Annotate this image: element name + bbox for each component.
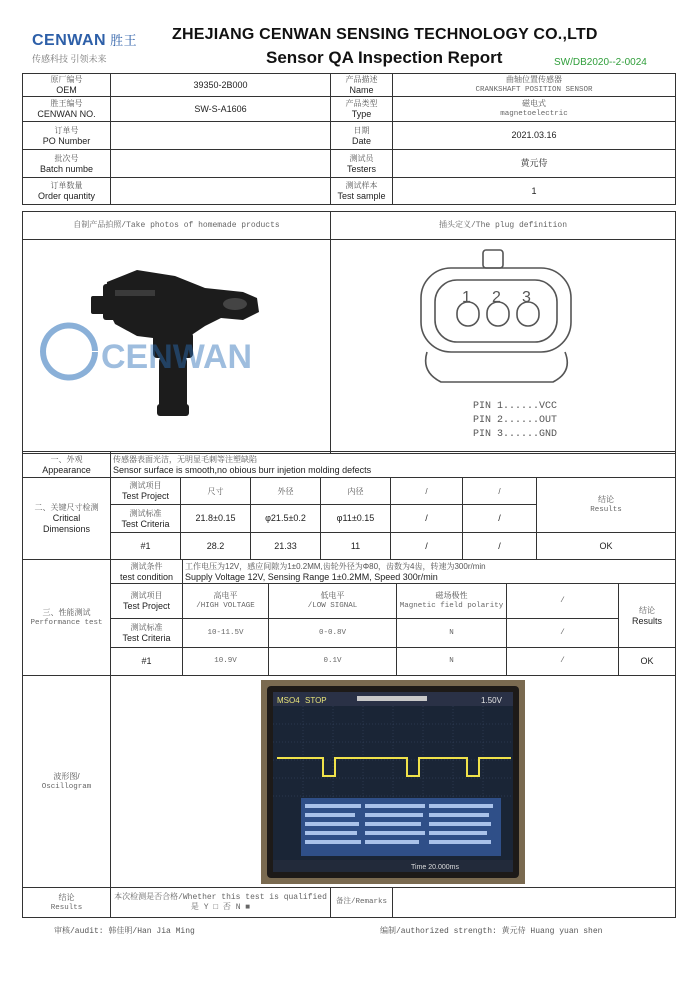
product-photo <box>23 240 331 454</box>
critical-criteria-4: / <box>391 505 463 533</box>
remarks-value <box>393 888 676 918</box>
company-logo <box>32 30 167 68</box>
date-value: 2021.03.16 <box>393 122 676 150</box>
critical-value-2: 21.33 <box>251 533 321 560</box>
report-title: Sensor QA Inspection Report <box>266 48 503 67</box>
critical-dimensions-table <box>22 477 676 560</box>
critical-criteria-3: φ11±0.15 <box>321 505 391 533</box>
critical-col-size: 尺寸 <box>181 478 251 505</box>
company-name: ZHEJIANG CENWAN SENSING TECHNOLOGY CO.,LTD <box>172 26 598 43</box>
pin-1: PIN 1......VCC <box>473 401 558 412</box>
oem-value: 39350-2B000 <box>111 74 331 97</box>
perf-value-3: N <box>397 648 507 676</box>
po-value <box>111 122 331 150</box>
perf-col-polarity: 磁场极性 Magnetic field polarity <box>397 584 507 619</box>
testers-label: 测试员 Testers <box>331 150 393 178</box>
critical-col-4: / <box>391 478 463 505</box>
plug-definition <box>331 240 676 454</box>
type-label: 产品类型 Type <box>331 97 393 122</box>
critical-label: 二、关键尺寸检测 Critical Dimensions <box>23 478 111 560</box>
oem-label: 原厂编号 OEM <box>23 74 111 97</box>
performance-results-label: 结论 Results <box>619 584 676 648</box>
pin-number-1: 1 <box>462 289 471 306</box>
critical-criteria-label: 测试标准 Test Criteria <box>111 505 181 533</box>
results-table <box>22 887 676 918</box>
perf-value-1: 10.9V <box>183 648 269 676</box>
performance-result: OK <box>619 648 676 676</box>
scope-brand-text: MSO4 <box>277 695 300 705</box>
order-quantity-label: 订单数量 Order quantity <box>23 178 111 205</box>
appearance-table <box>22 451 676 478</box>
po-label: 订单号 PO Number <box>23 122 111 150</box>
sensor-photo-image <box>25 240 331 450</box>
logo-slogan: 传感科技 引领未来 <box>32 54 107 64</box>
performance-criteria-label: 测试标准 Test Criteria <box>111 619 183 648</box>
product-photo-title: 自制产品拍照/Take photos of homemade products <box>23 212 331 240</box>
critical-project-label: 测试项目 Test Project <box>111 478 181 505</box>
cenwan-label: 胜王编号 CENWAN NO. <box>23 97 111 122</box>
perf-col-4: / <box>507 584 619 619</box>
scope-stop-text: STOP <box>305 695 327 705</box>
results-label: 结论 Results <box>23 888 111 918</box>
critical-value-5: / <box>463 533 537 560</box>
critical-criteria-2: φ21.5±0.2 <box>251 505 321 533</box>
critical-value-4: / <box>391 533 463 560</box>
critical-col-outer: 外径 <box>251 478 321 505</box>
critical-results-label: 结论 Results <box>537 478 676 533</box>
name-value: 曲轴位置传感器 CRANKSHAFT POSITION SENSOR <box>393 74 676 97</box>
test-sample-label: 测试样本 Test sample <box>331 178 393 205</box>
perf-col-high: 高电平 /HIGH VOLTAGE <box>183 584 269 619</box>
critical-value-3: 11 <box>321 533 391 560</box>
perf-criteria-2: 0-0.8V <box>269 619 397 648</box>
logo-brand: CENWAN 胜王 <box>32 32 138 49</box>
type-value: 磁电式 magnetoelectric <box>393 97 676 122</box>
info-table <box>22 73 676 205</box>
condition-label: 测试条件 test condition <box>111 560 183 584</box>
condition-text: 工作电压为12V，感应间隙为1±0.2MM,齿轮外径为Φ80，齿数为4齿，转速为300r/min Supply Voltage 12V, Sensing Range 1±0.2MM, Speed 300r/min <box>183 560 676 584</box>
scope-trigger-text: 1.50V <box>481 695 502 705</box>
scope-timebase-text: Time 20.000ms <box>411 863 459 871</box>
performance-table <box>22 559 676 676</box>
pin-number-3: 3 <box>522 289 531 306</box>
cenwan-value: SW-S-A1606 <box>111 97 331 122</box>
test-sample-value: 1 <box>393 178 676 205</box>
oscillogram-table <box>22 675 676 888</box>
pin-list <box>473 400 557 442</box>
critical-criteria-1: 21.8±0.15 <box>181 505 251 533</box>
performance-row-label: #1 <box>111 648 183 676</box>
perf-criteria-1: 10-11.5V <box>183 619 269 648</box>
performance-project-label: 测试项目 Test Project <box>111 584 183 619</box>
testers-value: 黄元侍 <box>393 150 676 178</box>
order-quantity-value <box>111 178 331 205</box>
results-text: 本次检测是否合格/Whether this test is qualified 是 Y □ 否 N ■ <box>111 888 331 918</box>
pin-3: PIN 3......GND <box>473 429 558 440</box>
pin-number-2: 2 <box>492 289 501 306</box>
critical-col-inner: 内径 <box>321 478 391 505</box>
oscilloscope-photo <box>261 680 525 884</box>
author-signature: 编制/authorized strength: 黄元侍 Huang yuan shen <box>380 927 603 936</box>
pin-2: PIN 2......OUT <box>473 415 558 426</box>
critical-row-label: #1 <box>111 533 181 560</box>
performance-label: 三、性能测试 Performance test <box>23 560 111 676</box>
batch-label: 批次号 Batch numbe <box>23 150 111 178</box>
critical-criteria-5: / <box>463 505 537 533</box>
appearance-text: 传感器表面光洁，无明显毛刺等注塑缺陷 Sensor surface is smooth,no obious burr injetion molding defects <box>111 452 676 478</box>
document-number: SW/DB2020--2-0024 <box>554 57 647 68</box>
critical-result: OK <box>537 533 676 560</box>
audit-signature: 审核/audit: 韩佳明/Han Jia Ming <box>54 927 195 936</box>
photos-table <box>22 211 676 454</box>
perf-col-low: 低电平 /LOW SIGNAL <box>269 584 397 619</box>
perf-value-4: / <box>507 648 619 676</box>
plug-definition-title: 插头定义/The plug definition <box>331 212 676 240</box>
batch-value <box>111 150 331 178</box>
critical-value-1: 28.2 <box>181 533 251 560</box>
name-label: 产品描述 Name <box>331 74 393 97</box>
perf-criteria-3: N <box>397 619 507 648</box>
perf-value-2: 0.1V <box>269 648 397 676</box>
remarks-label: 备注/Remarks <box>331 888 393 918</box>
oscillogram-label: 波形图/ Oscillogram <box>23 676 111 888</box>
plug-diagram <box>331 244 671 394</box>
appearance-label: 一、外观 Appearance <box>23 452 111 478</box>
perf-criteria-4: / <box>507 619 619 648</box>
watermark-text: CENWAN <box>101 338 253 376</box>
oscillogram-cell <box>111 676 676 888</box>
critical-col-5: / <box>463 478 537 505</box>
date-label: 日期 Date <box>331 122 393 150</box>
